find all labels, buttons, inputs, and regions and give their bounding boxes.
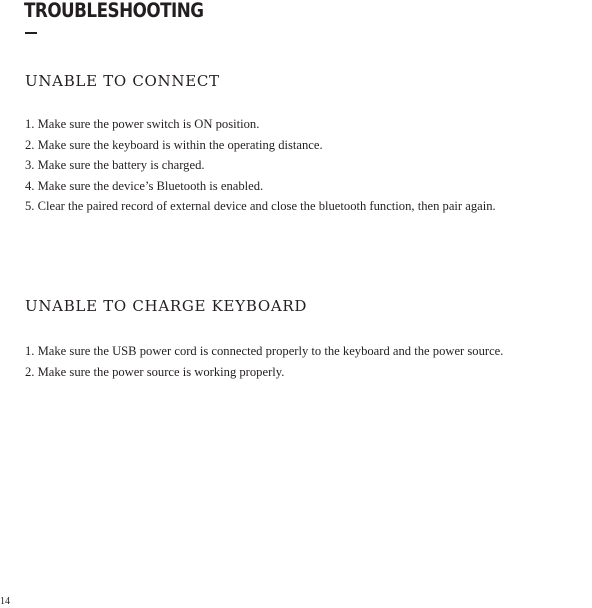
section-heading-unable-to-charge-keyboard: UNABLE TO CHARGE KEYBOARD: [25, 297, 308, 315]
section-heading-unable-to-connect: UNABLE TO CONNECT: [25, 72, 220, 90]
step-item: 1. Make sure the power switch is ON position.: [25, 117, 260, 131]
step-item: 5. Clear the paired record of external device and close the bluetooth function, then pair again.: [25, 199, 496, 214]
step-item: 4. Make sure the device’s Bluetooth is enabled.: [25, 178, 264, 193]
step-item: 2. Make sure the power source is working properly.: [25, 364, 285, 379]
steps-list-unable-to-connect: [25, 114, 496, 217]
step-item: 3. Make sure the battery is charged.: [25, 158, 205, 173]
steps-list-unable-to-charge-keyboard: [25, 341, 503, 382]
title-dash-divider: [25, 32, 37, 34]
page-number: 14: [0, 596, 10, 607]
step-item: 2. Make sure the keyboard is within the operating distance.: [25, 137, 323, 152]
step-item: 1. Make sure the USB power cord is connected properly to the keyboard and the power source.: [25, 344, 504, 358]
page-title: TROUBLESHOOTING: [24, 0, 204, 22]
